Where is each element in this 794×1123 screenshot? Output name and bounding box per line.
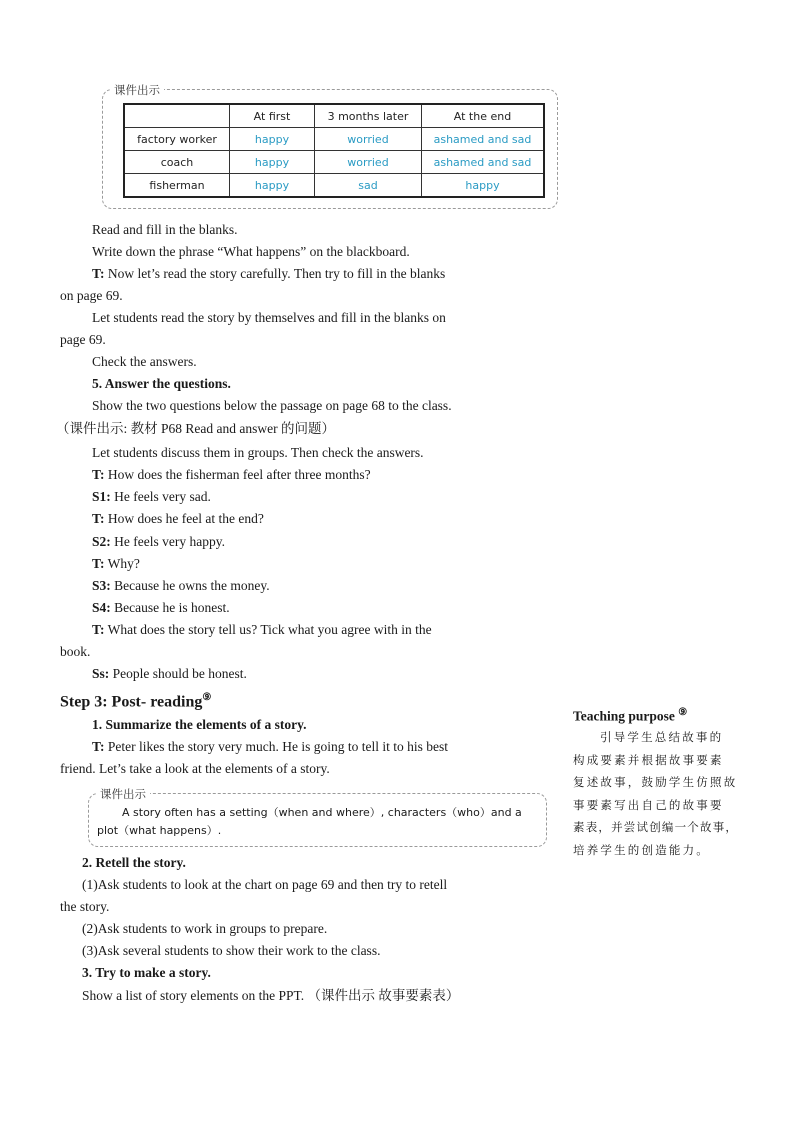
table-row	[124, 128, 544, 151]
section-heading: 5. Answer the questions.	[92, 376, 231, 391]
table-header-cell: 3 months later	[315, 104, 422, 128]
slide-text: A story often has a setting（when and where）, characters（who）and a	[122, 806, 522, 819]
speaker-label: S3:	[92, 578, 111, 593]
dialogue-text: Why?	[107, 556, 140, 571]
table-header-cell: At the end	[422, 104, 545, 128]
speaker-label: T:	[92, 556, 105, 571]
paragraph: friend. Let’s take a look at the elements of a story.	[60, 761, 330, 776]
purpose-line: 培养学生的创造能力。	[573, 842, 710, 857]
table-row-header: fisherman	[124, 174, 230, 198]
teaching-purpose-text	[573, 726, 753, 861]
paragraph: Write down the phrase “What happens” on the blackboard.	[92, 244, 410, 259]
purpose-line: 事要素写出自己的故事要	[573, 797, 724, 812]
section-heading: 3. Try to make a story.	[82, 965, 211, 980]
paragraph: (2)Ask students to work in groups to prepare.	[82, 921, 328, 936]
paragraph: （课件出示: 教材 P68 Read and answer 的问题）	[56, 421, 335, 436]
section-heading: 1. Summarize the elements of a story.	[92, 717, 307, 732]
paragraph: Show the two questions below the passage on page 68 to the class.	[92, 398, 452, 413]
paragraph: the story.	[60, 899, 110, 914]
paragraph: Read and fill in the blanks.	[92, 222, 238, 237]
dialogue-text: Because he owns the money.	[114, 578, 270, 593]
speaker-label: S2:	[92, 534, 111, 549]
speaker-label: T:	[92, 739, 105, 754]
purpose-line: 复述故事，鼓励学生仿照故	[573, 775, 738, 789]
purpose-line: 构成要素并根据故事要素	[573, 752, 724, 767]
dialogue-line: book.	[60, 644, 91, 659]
paragraph: Check the answers.	[92, 354, 197, 369]
table-cell: happy	[230, 174, 315, 198]
footnote-marker: ⑨	[202, 692, 212, 703]
dialogue-text: Because he is honest.	[114, 600, 230, 615]
purpose-line: 引导学生总结故事的	[600, 730, 724, 744]
table-row-header: factory worker	[124, 128, 230, 151]
dialogue-line	[92, 621, 432, 639]
purpose-line: 素表，并尝试创编一个故事，	[573, 820, 739, 834]
footnote-marker: ⑨	[678, 707, 688, 718]
paragraph: Show a list of story elements on the PPT. （课件出示 故事要素表）	[82, 988, 460, 1003]
paragraph: Let students read the story by themselves and fill in the blanks on	[92, 310, 446, 325]
dialogue-text: People should be honest.	[112, 666, 247, 681]
table-cell: ashamed and sad	[422, 151, 545, 174]
slide-label: 课件出示	[110, 82, 164, 98]
paragraph: (3)Ask several students to show their work to the class.	[82, 943, 381, 958]
table-cell: happy	[422, 174, 545, 198]
paragraph: on page 69.	[60, 288, 123, 303]
dialogue-text: How does the fisherman feel after three months?	[107, 467, 371, 482]
dialogue-line	[92, 555, 140, 573]
speaker-label: S4:	[92, 600, 111, 615]
table-row	[124, 151, 544, 174]
step-heading	[60, 689, 211, 711]
table-cell: happy	[230, 128, 315, 151]
step-title: Step 3: Post- reading	[60, 693, 203, 711]
speaker-label: Ss:	[92, 666, 110, 681]
speaker-label: S1:	[92, 489, 111, 504]
slide-label: 课件出示	[96, 786, 150, 802]
table-header-cell: At first	[230, 104, 315, 128]
teaching-purpose-title: Teaching purpose ⑨	[573, 707, 688, 724]
paragraph: page 69.	[60, 332, 106, 347]
dialogue-line	[92, 466, 371, 484]
table-row	[124, 174, 544, 198]
dialogue-line	[92, 577, 270, 595]
slide-text: plot（what happens）.	[97, 824, 222, 837]
paragraph	[92, 265, 526, 283]
dialogue-line	[92, 510, 264, 528]
dialogue-text: Peter likes the story very much. He is going to tell it to his best	[107, 739, 448, 754]
table-row-header: coach	[124, 151, 230, 174]
speaker-label: T:	[92, 622, 105, 637]
paragraph: (1)Ask students to look at the chart on page 69 and then try to retell	[82, 877, 448, 892]
dialogue-text: Now let’s read the story carefully. Then try to fill in the blanks	[107, 266, 446, 281]
table-header-cell	[124, 104, 230, 128]
dialogue-text: What does the story tell us? Tick what you agree with in the	[107, 622, 432, 637]
dialogue-text: How does he feel at the end?	[107, 511, 264, 526]
dialogue-text: He feels very happy.	[114, 534, 225, 549]
emotion-table	[123, 103, 545, 198]
table-cell: happy	[230, 151, 315, 174]
dialogue-line	[92, 599, 230, 617]
table-cell: worried	[315, 128, 422, 151]
dialogue-line	[92, 665, 247, 683]
table-cell: worried	[315, 151, 422, 174]
table-cell: sad	[315, 174, 422, 198]
paragraph: Let students discuss them in groups. Then check the answers.	[92, 445, 424, 460]
paragraph	[92, 738, 448, 756]
section-heading: 2. Retell the story.	[82, 855, 186, 870]
dialogue-line	[92, 488, 211, 506]
dialogue-line	[92, 533, 225, 551]
speaker-label: T:	[92, 266, 105, 281]
speaker-label: T:	[92, 467, 105, 482]
table-cell: ashamed and sad	[422, 128, 545, 151]
dialogue-text: He feels very sad.	[114, 489, 211, 504]
table-header-row	[124, 104, 544, 128]
speaker-label: T:	[92, 511, 105, 526]
